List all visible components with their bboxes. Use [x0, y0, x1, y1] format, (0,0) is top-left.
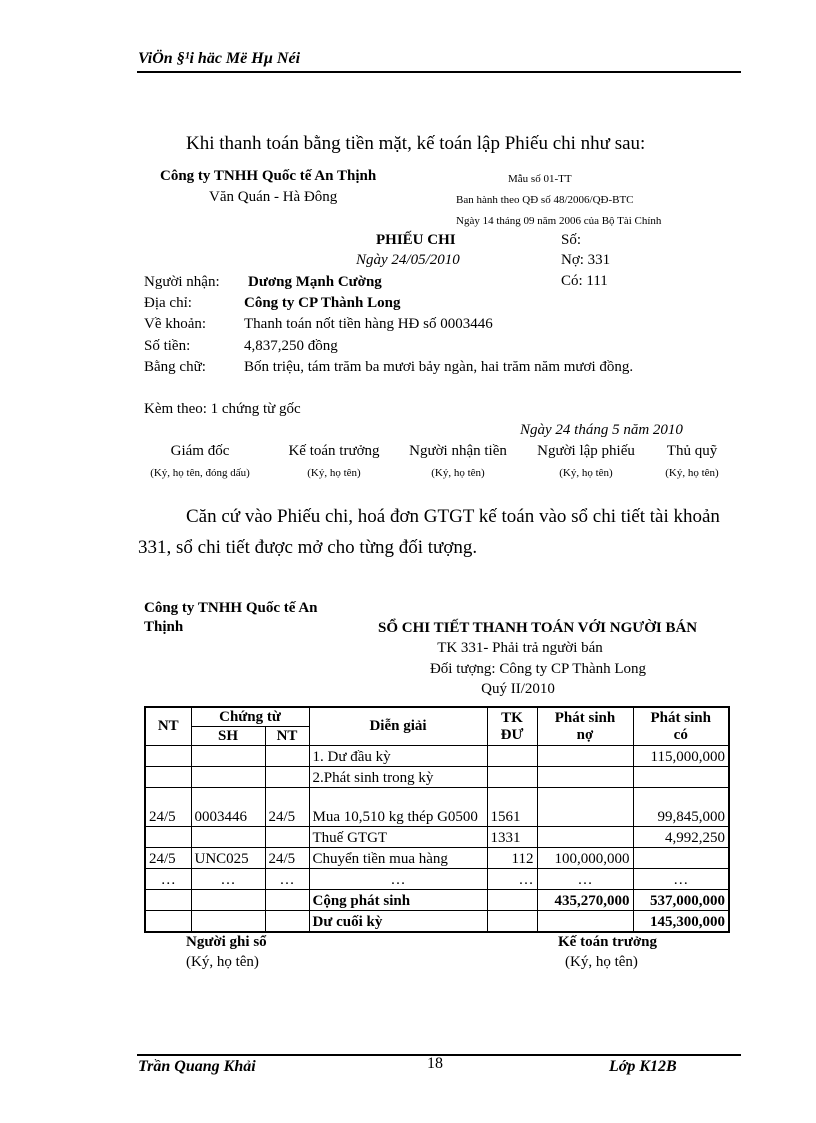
- col-debit-header: [537, 707, 633, 746]
- cell-credit: 115,000,000: [633, 746, 729, 767]
- ending-label: Dư cuối kỳ: [309, 911, 487, 933]
- voucher-title: PHIẾU CHI: [376, 232, 456, 248]
- col-credit-header-line2: có: [673, 726, 688, 743]
- cell-nt: [145, 746, 191, 767]
- cell-debit: 100,000,000: [537, 848, 633, 869]
- col-voucher-header: Chứng từ: [191, 707, 309, 727]
- table-row-total: [145, 890, 729, 911]
- cell-nt: [145, 767, 191, 788]
- cell-credit: [633, 767, 729, 788]
- signer-director-note: (Ký, họ tên, đóng dấu): [150, 467, 250, 479]
- col-nt-header: NT: [145, 707, 191, 746]
- ledger-company-line1: Công ty TNHH Quốc tế An: [144, 600, 318, 616]
- cell-nt2: 24/5: [265, 848, 309, 869]
- table-row: [145, 827, 729, 848]
- debit-account: Nợ: 331: [561, 252, 611, 268]
- col-credit-header-line1: Phát sinh: [650, 709, 711, 726]
- signer-receiver-note: (Ký, họ tên): [431, 467, 485, 479]
- col-tk-header: [487, 707, 537, 746]
- reason-label: Về khoản:: [144, 316, 207, 332]
- body-paragraph-line1: Căn cứ vào Phiếu chi, hoá đơn GTGT kế toán vào sổ chi tiết tài khoản: [186, 506, 720, 527]
- table-row: [145, 767, 729, 788]
- col-tk-header-line2: ĐƯ: [500, 726, 524, 743]
- cell-nt2: [265, 746, 309, 767]
- footer-author: Trần Quang Khải: [138, 1058, 256, 1075]
- cell-nt: 24/5: [145, 848, 191, 869]
- form-number: Mẫu số 01-TT: [508, 173, 572, 185]
- table-row: [145, 869, 729, 890]
- cell-sh: UNC025: [191, 848, 265, 869]
- signer-director: Giám đốc: [170, 443, 230, 459]
- ending-credit: 145,300,000: [633, 911, 729, 933]
- cell-desc: 2.Phát sinh trong kỳ: [309, 767, 487, 788]
- reason-text: Thanh toán nốt tiền hàng HĐ số 0003446: [244, 316, 493, 332]
- receiver-label: Người nhận:: [144, 274, 220, 290]
- col-nt2-header: NT: [265, 727, 309, 746]
- table-row-ending: [145, 911, 729, 933]
- col-debit-header-line2: nợ: [576, 726, 594, 743]
- voucher-date: Ngày 24/05/2010: [356, 252, 460, 268]
- signature-date: Ngày 24 tháng 5 năm 2010: [520, 422, 683, 438]
- ledger-title: SỔ CHI TIẾT THANH TOÁN VỚI NGƯỜI BÁN: [378, 620, 698, 636]
- cell-tk: [487, 746, 537, 767]
- receiver-name: Dương Mạnh Cường: [248, 274, 382, 290]
- ledger-table: [144, 706, 730, 933]
- cell-debit: [537, 788, 633, 827]
- amount-value: 4,837,250 đồng: [244, 338, 338, 354]
- cell-debit: [537, 827, 633, 848]
- intro-text: Khi thanh toán bằng tiền mặt, kế toán lập Phiếu chi như sau:: [186, 133, 646, 154]
- chief-accountant-note: (Ký, họ tên): [565, 954, 638, 970]
- col-debit-header-line1: Phát sinh: [554, 709, 616, 726]
- total-debit: 435,270,000: [537, 890, 633, 911]
- cell-desc: Thuế GTGT: [309, 827, 487, 848]
- ledger-period: Quý II/2010: [481, 681, 555, 697]
- cell-credit: 4,992,250: [633, 827, 729, 848]
- cell-sh: [191, 827, 265, 848]
- address-label: Địa chỉ:: [144, 295, 192, 311]
- col-sh-header: SH: [191, 727, 265, 746]
- cell-tk: [487, 767, 537, 788]
- voucher-address: Văn Quán - Hà Đông: [209, 189, 338, 205]
- cell-nt: [145, 827, 191, 848]
- signer-cashier: Thủ quỹ: [666, 443, 718, 459]
- body-paragraph-line2: 331, sổ chi tiết được mở cho từng đối tượng.: [138, 537, 478, 558]
- table-row: [145, 788, 729, 827]
- col-tk-header-line1: TK: [501, 709, 523, 726]
- receiver-address: Công ty CP Thành Long: [244, 295, 401, 311]
- cell-tk: …: [487, 869, 537, 890]
- total-label: Cộng phát sinh: [309, 890, 487, 911]
- total-credit: 537,000,000: [633, 890, 729, 911]
- cell-desc: …: [309, 869, 487, 890]
- signer-receiver: Người nhận tiền: [409, 443, 507, 459]
- ledger-subject: Đối tượng: Công ty CP Thành Long: [429, 661, 647, 677]
- cell-credit: 99,845,000: [633, 788, 729, 827]
- page-number: 18: [427, 1055, 443, 1072]
- signer-chief-accountant-note: (Ký, họ tên): [307, 467, 361, 479]
- signer-preparer-note: (Ký, họ tên): [559, 467, 613, 479]
- words-label: Bằng chữ:: [144, 359, 206, 375]
- cell-debit: [537, 767, 633, 788]
- voucher-number-label: Số:: [561, 232, 582, 248]
- footer-class: Lớp K12B: [609, 1058, 677, 1075]
- cell-nt2: [265, 767, 309, 788]
- cell-sh: …: [191, 869, 265, 890]
- cell-credit: …: [633, 869, 729, 890]
- signer-cashier-note: (Ký, họ tên): [665, 467, 719, 479]
- cell-nt: 24/5: [145, 788, 191, 827]
- ledger-account: TK 331- Phải trả người bán: [437, 640, 603, 656]
- cell-desc: Chuyển tiền mua hàng: [309, 848, 487, 869]
- credit-account: Có: 111: [561, 273, 608, 289]
- cell-tk: 112: [487, 848, 537, 869]
- cell-nt: …: [145, 869, 191, 890]
- cell-desc: Mua 10,510 kg thép G0500: [309, 788, 487, 827]
- chief-accountant-label: Kế toán trưởng: [558, 934, 657, 950]
- attachment-note: Kèm theo: 1 chứng từ gốc: [144, 401, 301, 417]
- ledger-company-line2: Thịnh: [144, 619, 184, 635]
- table-header-row: [145, 707, 729, 727]
- cell-debit: [537, 746, 633, 767]
- cell-sh: 0003446: [191, 788, 265, 827]
- amount-in-words: Bốn triệu, tám trăm ba mươi bảy ngàn, hai trăm năm mươi đồng.: [244, 359, 634, 375]
- cell-tk: 1561: [487, 788, 537, 827]
- cell-desc: 1. Dư đầu kỳ: [309, 746, 487, 767]
- cell-sh: [191, 767, 265, 788]
- recorder-label: Người ghi sổ: [186, 934, 267, 950]
- col-desc-header: Diễn giải: [309, 707, 487, 746]
- cell-nt2: [265, 827, 309, 848]
- header-rule: [137, 71, 741, 73]
- cell-tk: 1331: [487, 827, 537, 848]
- form-issued-by: Ban hành theo QĐ số 48/2006/QĐ-BTC: [456, 194, 634, 206]
- header-title: ViÖn §¹i häc Më Hµ Néi: [138, 50, 301, 67]
- cell-nt2: …: [265, 869, 309, 890]
- cell-credit: [633, 848, 729, 869]
- recorder-note: (Ký, họ tên): [186, 954, 259, 970]
- form-issued-date: Ngày 14 tháng 09 năm 2006 của Bộ Tài Chính: [456, 215, 662, 227]
- signer-chief-accountant: Kế toán trưởng: [288, 443, 380, 459]
- cell-debit: …: [537, 869, 633, 890]
- table-row: [145, 848, 729, 869]
- cell-nt2: 24/5: [265, 788, 309, 827]
- table-row: [145, 746, 729, 767]
- signer-preparer: Người lập phiếu: [537, 443, 635, 459]
- cell-sh: [191, 746, 265, 767]
- amount-label: Số tiền:: [144, 338, 191, 354]
- voucher-company: Công ty TNHH Quốc tế An Thịnh: [160, 168, 377, 184]
- col-credit-header: [633, 707, 729, 746]
